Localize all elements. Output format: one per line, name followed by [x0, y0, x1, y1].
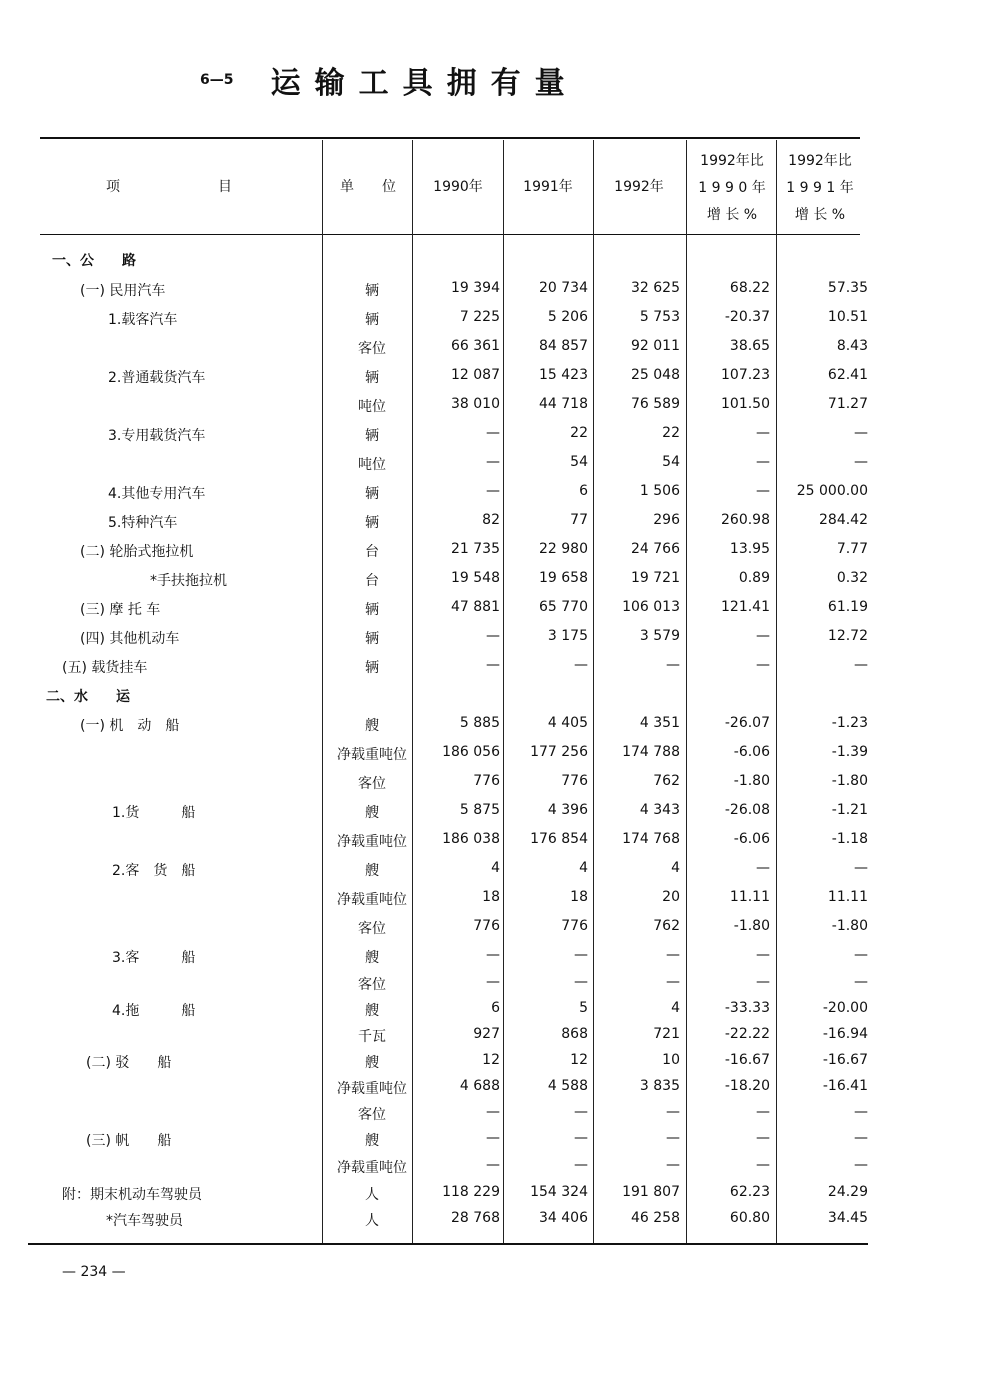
growth-vs-1991: — — [854, 1130, 868, 1146]
value-1990: — — [486, 974, 500, 990]
growth-vs-1990: -6.06 — [733, 831, 770, 847]
row-unit: 客位 — [358, 341, 386, 357]
row-unit: 台 — [365, 573, 379, 589]
value-1992: 25 048 — [631, 367, 680, 383]
value-1992: 5 753 — [639, 309, 680, 325]
value-1990: 118 229 — [442, 1184, 500, 1200]
growth-vs-1991: 11.11 — [827, 889, 868, 905]
table-row — [0, 858, 1000, 886]
value-1991: — — [574, 1104, 588, 1120]
page-title — [200, 58, 579, 102]
value-1991: 4 405 — [547, 715, 588, 731]
table-row — [0, 365, 1000, 393]
row-unit: 吨位 — [358, 399, 386, 415]
row-item-label: (三) 帆 船 — [86, 1133, 172, 1149]
growth-vs-1990: 11.11 — [729, 889, 770, 905]
header-1992: 1992年 — [614, 179, 664, 195]
growth-vs-1991: -1.23 — [831, 715, 868, 731]
value-1990: 18 — [482, 889, 500, 905]
row-item-label: 5.特种汽车 — [108, 515, 178, 531]
table-row — [0, 1182, 1000, 1210]
bottom-rule — [28, 1243, 868, 1245]
growth-vs-1990: — — [756, 1130, 770, 1146]
row-item-label: (一) 民用汽车 — [80, 283, 166, 299]
value-1991: 18 — [570, 889, 588, 905]
growth-vs-1990: 101.50 — [721, 396, 770, 412]
value-1990: 12 087 — [451, 367, 500, 383]
growth-vs-1991: — — [854, 1104, 868, 1120]
value-1990: 6 — [491, 1000, 500, 1016]
table-row — [0, 394, 1000, 422]
value-1991: 3 175 — [547, 628, 588, 644]
row-unit: 辆 — [365, 486, 379, 502]
value-1990: 5 875 — [459, 802, 500, 818]
value-1992: 174 768 — [622, 831, 680, 847]
table-row — [0, 742, 1000, 770]
value-1992: 191 807 — [622, 1184, 680, 1200]
growth-vs-1991: — — [854, 657, 868, 673]
growth-vs-1991: -1.21 — [831, 802, 868, 818]
row-unit: 艘 — [365, 950, 379, 966]
growth-vs-1990: — — [756, 1104, 770, 1120]
growth-vs-1990: 62.23 — [729, 1184, 770, 1200]
table-row — [0, 1024, 1000, 1052]
row-unit: 吨位 — [358, 457, 386, 473]
growth-vs-1991: -16.67 — [822, 1052, 868, 1068]
value-1992: 174 788 — [622, 744, 680, 760]
growth-vs-1991: 57.35 — [827, 280, 868, 296]
growth-vs-1991: -1.80 — [831, 918, 868, 934]
table-row — [0, 423, 1000, 451]
value-1990: 66 361 — [451, 338, 500, 354]
row-unit: 台 — [365, 544, 379, 560]
row-unit: 艘 — [365, 1055, 379, 1071]
value-1990: 776 — [473, 918, 500, 934]
table-row — [0, 1128, 1000, 1156]
value-1991: 19 658 — [539, 570, 588, 586]
row-unit: 净载重吨位 — [337, 1160, 407, 1176]
value-1990: 12 — [482, 1052, 500, 1068]
row-unit: 辆 — [365, 631, 379, 647]
value-1990: — — [486, 1104, 500, 1120]
value-1992: 4 — [671, 1000, 680, 1016]
value-1990: — — [486, 1130, 500, 1146]
row-item-label: 一、公 路 — [52, 253, 136, 269]
table-row — [0, 887, 1000, 915]
value-1992: 76 589 — [631, 396, 680, 412]
row-unit: 净载重吨位 — [337, 747, 407, 763]
table-row — [0, 626, 1000, 654]
table-row — [0, 1050, 1000, 1078]
table-row — [0, 972, 1000, 1000]
row-item-label: 2.客 货 船 — [112, 863, 196, 879]
growth-vs-1990: — — [756, 860, 770, 876]
table-row — [0, 481, 1000, 509]
value-1992: — — [666, 947, 680, 963]
table-row — [0, 1208, 1000, 1236]
row-unit: 人 — [365, 1213, 379, 1229]
table-row — [0, 916, 1000, 944]
table-row — [0, 1155, 1000, 1183]
row-unit: 净载重吨位 — [337, 1081, 407, 1097]
value-1991: 5 — [579, 1000, 588, 1016]
header-item: 项 目 — [106, 179, 234, 195]
value-1992: 1 506 — [639, 483, 680, 499]
value-1991: 77 — [570, 512, 588, 528]
table-row — [0, 800, 1000, 828]
growth-vs-1991: — — [854, 947, 868, 963]
growth-vs-1990: 0.89 — [738, 570, 770, 586]
value-1991: — — [574, 657, 588, 673]
value-1990: 186 056 — [442, 744, 500, 760]
value-1991: 12 — [570, 1052, 588, 1068]
growth-vs-1991: 34.45 — [827, 1210, 868, 1226]
value-1992: 92 011 — [631, 338, 680, 354]
growth-vs-1990: 38.65 — [729, 338, 770, 354]
value-1991: 4 396 — [547, 802, 588, 818]
value-1990: 82 — [482, 512, 500, 528]
value-1992: 4 — [671, 860, 680, 876]
row-unit: 辆 — [365, 283, 379, 299]
growth-vs-1991: 8.43 — [836, 338, 868, 354]
growth-vs-1991: -16.94 — [822, 1026, 868, 1042]
header-1991: 1991年 — [523, 179, 573, 195]
growth-vs-1991: -1.39 — [831, 744, 868, 760]
value-1992: — — [666, 974, 680, 990]
table-row — [0, 568, 1000, 596]
table-row — [0, 771, 1000, 799]
table-row — [0, 655, 1000, 683]
growth-vs-1990: 60.80 — [729, 1210, 770, 1226]
value-1991: 22 — [570, 425, 588, 441]
value-1990: 186 038 — [442, 831, 500, 847]
growth-vs-1991: 61.19 — [827, 599, 868, 615]
growth-vs-1990: 121.41 — [721, 599, 770, 615]
value-1991: — — [574, 974, 588, 990]
growth-vs-1991: -16.41 — [822, 1078, 868, 1094]
value-1992: 22 — [662, 425, 680, 441]
row-item-label: (三) 摩 托 车 — [80, 602, 161, 618]
row-unit: 艘 — [365, 805, 379, 821]
growth-vs-1990: — — [756, 974, 770, 990]
growth-vs-1991: 7.77 — [836, 541, 868, 557]
value-1990: 776 — [473, 773, 500, 789]
value-1990: 47 881 — [451, 599, 500, 615]
value-1990: — — [486, 947, 500, 963]
value-1991: 22 980 — [539, 541, 588, 557]
growth-vs-1991: — — [854, 974, 868, 990]
growth-vs-1991: 25 000.00 — [796, 483, 868, 499]
row-item-label: *手扶拖拉机 — [150, 573, 227, 589]
row-unit: 客位 — [358, 1107, 386, 1123]
value-1991: 20 734 — [539, 280, 588, 296]
growth-vs-1990: — — [756, 947, 770, 963]
value-1990: 28 768 — [451, 1210, 500, 1226]
growth-vs-1990: 107.23 — [721, 367, 770, 383]
page-number: — 234 — — [62, 1264, 126, 1280]
value-1991: 176 854 — [530, 831, 588, 847]
value-1990: 4 688 — [459, 1078, 500, 1094]
row-item-label: (二) 驳 船 — [86, 1055, 172, 1071]
growth-vs-1990: — — [756, 454, 770, 470]
value-1992: 24 766 — [631, 541, 680, 557]
value-1992: 4 351 — [639, 715, 680, 731]
table-row — [0, 998, 1000, 1026]
value-1991: 776 — [561, 773, 588, 789]
value-1990: — — [486, 628, 500, 644]
value-1990: 19 394 — [451, 280, 500, 296]
row-unit: 客位 — [358, 921, 386, 937]
growth-vs-1990: — — [756, 657, 770, 673]
growth-vs-1990: — — [756, 483, 770, 499]
table-row — [0, 539, 1000, 567]
header-growth-vs-1991: 1992年比 1 9 9 1 年 增 长 % — [786, 153, 854, 223]
value-1990: 38 010 — [451, 396, 500, 412]
row-item-label: 4.拖 船 — [112, 1003, 196, 1019]
growth-vs-1991: 62.41 — [827, 367, 868, 383]
row-unit: 辆 — [365, 312, 379, 328]
growth-vs-1991: -1.18 — [831, 831, 868, 847]
row-unit: 艘 — [365, 863, 379, 879]
growth-vs-1991: — — [854, 1157, 868, 1173]
value-1991: 34 406 — [539, 1210, 588, 1226]
growth-vs-1990: — — [756, 425, 770, 441]
value-1991: 4 — [579, 860, 588, 876]
growth-vs-1990: -16.67 — [724, 1052, 770, 1068]
value-1990: 21 735 — [451, 541, 500, 557]
value-1991: 5 206 — [547, 309, 588, 325]
row-unit: 艘 — [365, 1003, 379, 1019]
growth-vs-1990: 68.22 — [729, 280, 770, 296]
value-1992: 721 — [653, 1026, 680, 1042]
table-row — [0, 278, 1000, 306]
value-1992: — — [666, 657, 680, 673]
value-1992: 762 — [653, 773, 680, 789]
table-row — [0, 510, 1000, 538]
value-1992: 296 — [653, 512, 680, 528]
growth-vs-1991: 12.72 — [827, 628, 868, 644]
header-1990: 1990年 — [433, 179, 483, 195]
row-item-label: (五) 载货挂车 — [62, 660, 148, 676]
value-1991: — — [574, 947, 588, 963]
table-row — [0, 1102, 1000, 1130]
value-1991: 84 857 — [539, 338, 588, 354]
growth-vs-1990: -6.06 — [733, 744, 770, 760]
value-1991: 154 324 — [530, 1184, 588, 1200]
value-1990: 4 — [491, 860, 500, 876]
row-unit: 艘 — [365, 1133, 379, 1149]
value-1992: 46 258 — [631, 1210, 680, 1226]
growth-vs-1990: -1.80 — [733, 773, 770, 789]
value-1992: 762 — [653, 918, 680, 934]
value-1991: 776 — [561, 918, 588, 934]
growth-vs-1990: 260.98 — [721, 512, 770, 528]
growth-vs-1990: -33.33 — [724, 1000, 770, 1016]
row-item-label: 3.专用载货汽车 — [108, 428, 206, 444]
table-row — [0, 248, 1000, 276]
row-item-label: 3.客 船 — [112, 950, 196, 966]
table-row — [0, 829, 1000, 857]
growth-vs-1991: 0.32 — [836, 570, 868, 586]
table-row — [0, 945, 1000, 973]
growth-vs-1991: — — [854, 860, 868, 876]
row-item-label: 4.其他专用汽车 — [108, 486, 206, 502]
value-1990: — — [486, 657, 500, 673]
header-bottom-rule — [40, 234, 860, 235]
header-unit: 单 位 — [340, 179, 396, 195]
value-1991: — — [574, 1157, 588, 1173]
growth-vs-1990: -20.37 — [724, 309, 770, 325]
row-item-label: 2.普通载货汽车 — [108, 370, 206, 386]
row-item-label: 1.货 船 — [112, 805, 196, 821]
value-1991: 54 — [570, 454, 588, 470]
table-row — [0, 307, 1000, 335]
growth-vs-1991: -1.80 — [831, 773, 868, 789]
value-1992: 106 013 — [622, 599, 680, 615]
value-1992: — — [666, 1157, 680, 1173]
growth-vs-1990: -22.22 — [724, 1026, 770, 1042]
value-1991: 6 — [579, 483, 588, 499]
growth-vs-1991: 24.29 — [827, 1184, 868, 1200]
row-item-label: (一) 机 动 船 — [80, 718, 180, 734]
value-1991: 15 423 — [539, 367, 588, 383]
row-unit: 客位 — [358, 977, 386, 993]
row-unit: 人 — [365, 1187, 379, 1203]
value-1991: — — [574, 1130, 588, 1146]
value-1992: 20 — [662, 889, 680, 905]
growth-vs-1990: — — [756, 628, 770, 644]
value-1992: 4 343 — [639, 802, 680, 818]
row-unit: 辆 — [365, 515, 379, 531]
row-item-label: *汽车驾驶员 — [106, 1213, 183, 1229]
value-1990: — — [486, 1157, 500, 1173]
value-1992: — — [666, 1104, 680, 1120]
table-row — [0, 1076, 1000, 1104]
row-unit: 辆 — [365, 660, 379, 676]
row-unit: 辆 — [365, 428, 379, 444]
value-1990: — — [486, 425, 500, 441]
table-row — [0, 336, 1000, 364]
value-1992: 3 835 — [639, 1078, 680, 1094]
row-unit: 辆 — [365, 370, 379, 386]
row-item-label: 附：期末机动车驾驶员 — [62, 1187, 202, 1203]
value-1990: 7 225 — [459, 309, 500, 325]
growth-vs-1991: -20.00 — [822, 1000, 868, 1016]
growth-vs-1991: 10.51 — [827, 309, 868, 325]
value-1990: 5 885 — [459, 715, 500, 731]
row-item-label: (二) 轮胎式拖拉机 — [80, 544, 194, 560]
value-1990: — — [486, 454, 500, 470]
row-unit: 客位 — [358, 776, 386, 792]
table-title: 运输工具拥有量 — [270, 66, 579, 101]
row-unit: 净载重吨位 — [337, 892, 407, 908]
value-1990: 927 — [473, 1026, 500, 1042]
growth-vs-1990: -18.20 — [724, 1078, 770, 1094]
value-1992: — — [666, 1130, 680, 1146]
growth-vs-1991: — — [854, 425, 868, 441]
value-1992: 10 — [662, 1052, 680, 1068]
growth-vs-1991: 71.27 — [827, 396, 868, 412]
growth-vs-1991: 284.42 — [819, 512, 868, 528]
growth-vs-1990: -26.07 — [724, 715, 770, 731]
table-row — [0, 684, 1000, 712]
value-1991: 4 588 — [547, 1078, 588, 1094]
table-row — [0, 597, 1000, 625]
row-item-label: 1.载客汽车 — [108, 312, 178, 328]
row-item-label: (四) 其他机动车 — [80, 631, 180, 647]
table-row — [0, 452, 1000, 480]
growth-vs-1990: -1.80 — [733, 918, 770, 934]
growth-vs-1990: 13.95 — [729, 541, 770, 557]
value-1992: 32 625 — [631, 280, 680, 296]
row-unit: 辆 — [365, 602, 379, 618]
value-1991: 65 770 — [539, 599, 588, 615]
row-unit: 净载重吨位 — [337, 834, 407, 850]
top-rule — [40, 137, 860, 139]
row-item-label: 二、水 运 — [46, 689, 130, 705]
table-number: 6—5 — [200, 72, 234, 88]
row-unit: 千瓦 — [358, 1029, 386, 1045]
growth-vs-1990: — — [756, 1157, 770, 1173]
value-1991: 44 718 — [539, 396, 588, 412]
growth-vs-1991: — — [854, 454, 868, 470]
growth-vs-1990: -26.08 — [724, 802, 770, 818]
value-1992: 19 721 — [631, 570, 680, 586]
value-1990: — — [486, 483, 500, 499]
value-1992: 3 579 — [639, 628, 680, 644]
row-unit: 艘 — [365, 718, 379, 734]
value-1992: 54 — [662, 454, 680, 470]
value-1991: 868 — [561, 1026, 588, 1042]
value-1991: 177 256 — [530, 744, 588, 760]
value-1990: 19 548 — [451, 570, 500, 586]
header-growth-vs-1990: 1992年比 1 9 9 0 年 增 长 % — [698, 153, 766, 223]
table-row — [0, 713, 1000, 741]
